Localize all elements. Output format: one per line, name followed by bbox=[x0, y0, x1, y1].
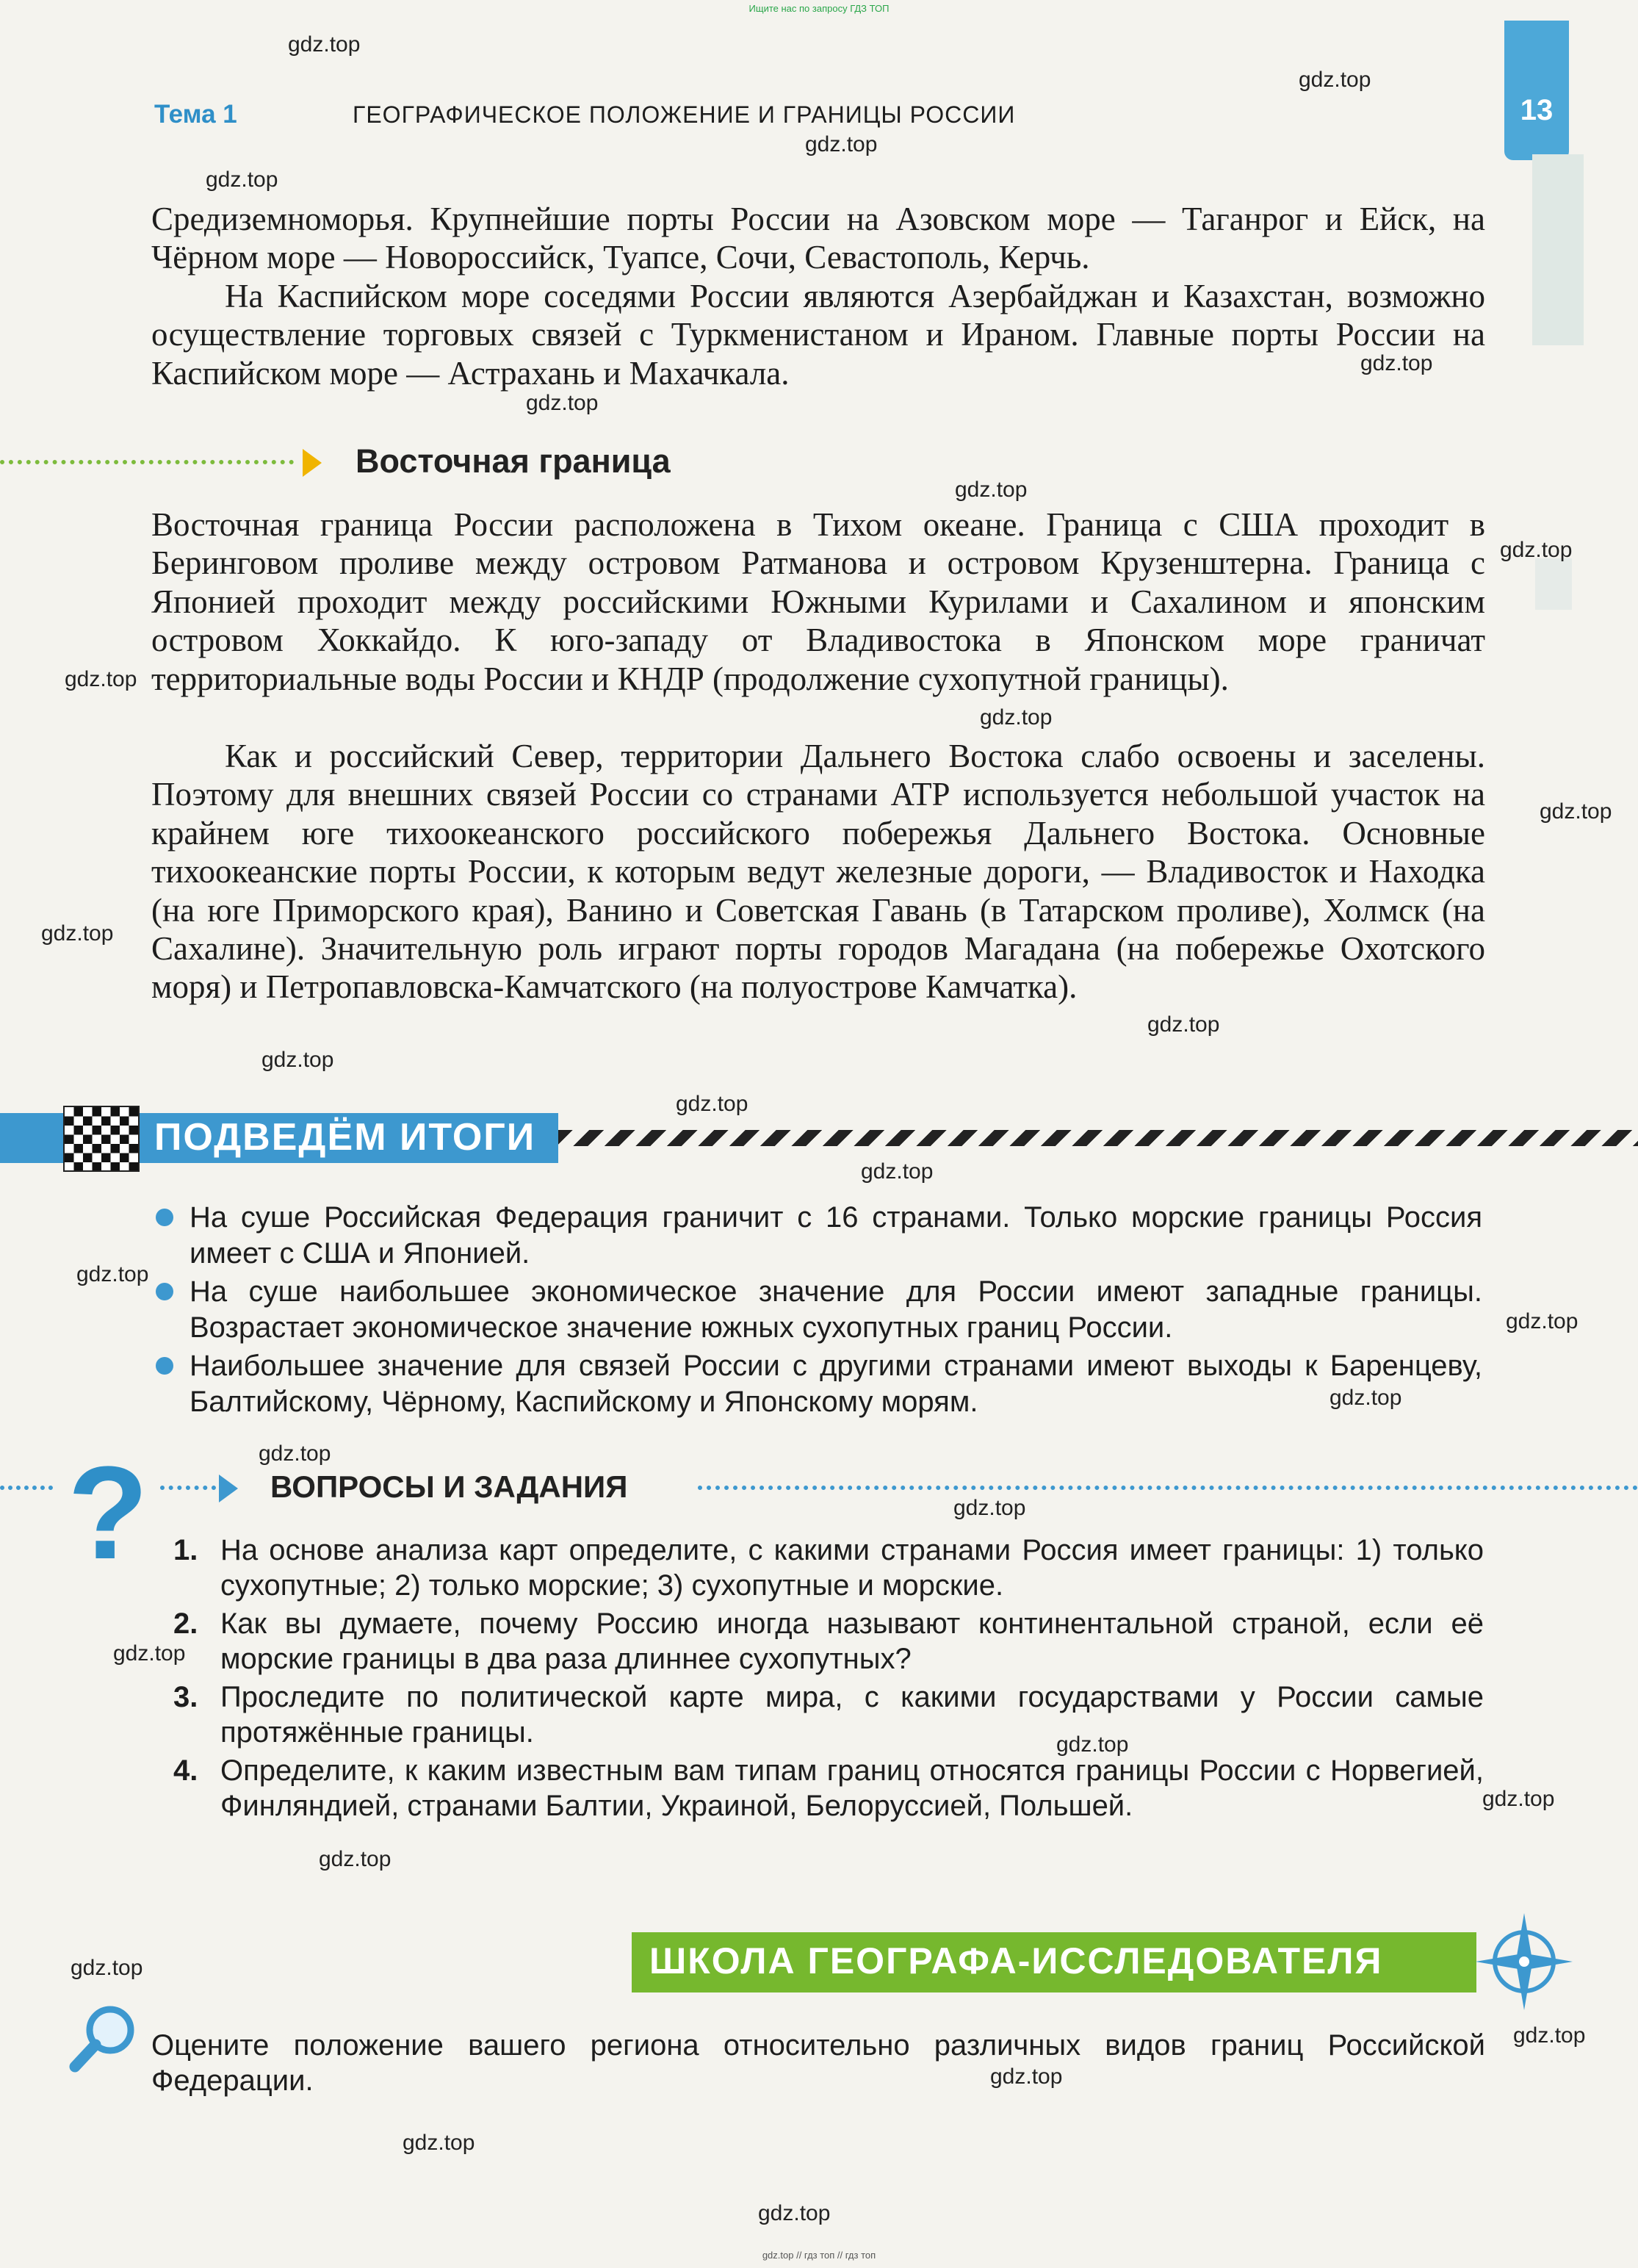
watermark: gdz.top bbox=[1147, 1012, 1220, 1037]
watermark: gdz.top bbox=[758, 2201, 831, 2225]
question-number: 2. bbox=[173, 1608, 198, 1640]
watermark: gdz.top bbox=[1540, 799, 1612, 824]
watermark: gdz.top bbox=[41, 921, 114, 946]
watermark: gdz.top bbox=[1506, 1309, 1579, 1333]
page-number: 13 bbox=[1520, 94, 1554, 126]
compass-icon bbox=[1473, 1910, 1576, 2013]
watermark: gdz.top bbox=[206, 168, 278, 192]
watermark: gdz.top bbox=[76, 1262, 149, 1286]
magnifier-icon bbox=[66, 2002, 140, 2076]
summary-bullet bbox=[190, 1274, 1482, 1346]
watermark: gdz.top bbox=[1482, 1787, 1555, 1811]
paragraph-text: Восточная граница России расположена в Тихом океане. Граница с США проходит в Беринговом проливе между островом Ратманова и островом Крузенштерна. Граница с Японией проходит между российскими Южными Курилами и Сахалином и японским островом Хоккайдо. К юго-западу от Владивостока в Японском море граничат территориальные воды России и КНДР (продолжение сухопутной границы). bbox=[151, 506, 1485, 697]
arrow-right-icon bbox=[303, 449, 322, 477]
section-heading: Восточная граница bbox=[356, 442, 671, 480]
bullet-dot-icon bbox=[156, 1209, 173, 1226]
question-number: 4. bbox=[173, 1754, 198, 1787]
questions-dotted-rule bbox=[698, 1486, 1638, 1490]
bullet-text: На суше наибольшее экономическое значение для России имеют западные границы. Возрастает экономическое значение южных сухопутных границ России. bbox=[190, 1275, 1482, 1344]
bullet-text: На суше Российская Федерация граничит с 16 странами. Только морские границы Россия имеет с США и Японией. bbox=[190, 1201, 1482, 1270]
page-edge-decoration bbox=[1535, 558, 1572, 610]
watermark: gdz.top bbox=[980, 705, 1053, 730]
bullet-dot-icon bbox=[156, 1283, 173, 1300]
page-edge-decoration bbox=[1532, 154, 1584, 345]
question-number: 3. bbox=[173, 1681, 198, 1713]
question-text: На основе анализа карт определите, с какими странами Россия имеет границы: 1) только сухопутные; 2) только морские; 3) сухопутные и морские. bbox=[220, 1534, 1484, 1602]
summary-dashed-rule bbox=[558, 1130, 1638, 1146]
watermark: gdz.top bbox=[403, 2131, 475, 2155]
watermark: gdz.top bbox=[676, 1092, 748, 1116]
watermark: gdz.top bbox=[1299, 68, 1371, 92]
paragraph-text: Как и российский Север, территории Дальнего Востока слабо освоены и заселены. Поэтому для внешних связей России со странами АТР используется небольшой участок на крайнем юге тихоокеанского российского побережья Дальнего Востока. Основные тихоокеанские порты России, к которым ведут железные дороги, — Владивосток и Находка (на юге Приморского края), Ванино и Советская Гавань (в Татарском проливе), Холмск (на Сахалине). Значительную роль играют порты городов Магадана (на побережье Охотского моря) и Петропавловска-Камчатского (на полуострове Камчатка). bbox=[151, 738, 1485, 1006]
watermark: gdz.top bbox=[1056, 1732, 1129, 1757]
watermark: gdz.top bbox=[1329, 1386, 1402, 1410]
page-number-tab bbox=[1504, 21, 1569, 160]
paragraph bbox=[151, 737, 1485, 1007]
watermark: gdz.top bbox=[71, 1956, 143, 1980]
research-task: Оцените положение вашего региона относительно различных видов границ Российской Федерации. bbox=[151, 2029, 1485, 2097]
question-item bbox=[173, 1680, 1484, 1750]
paragraph-text: На Каспийском море соседями России являются Азербайджан и Казахстан, возможно осуществление торговых связей с Туркменистаном и Ираном. Главные порты России на Каспийском море — Астрахань и Махачкала. bbox=[151, 278, 1485, 392]
summary-bullet bbox=[190, 1348, 1482, 1420]
school-heading: ШКОЛА ГЕОГРАФА-ИССЛЕДОВАТЕЛЯ bbox=[649, 1940, 1383, 1981]
footer-links[interactable]: gdz.top // гдз топ // гдз топ bbox=[762, 2250, 876, 2261]
watermark: gdz.top bbox=[805, 132, 878, 156]
summary-heading: ПОДВЕДЁМ ИТОГИ bbox=[154, 1116, 536, 1159]
paragraph bbox=[151, 277, 1485, 392]
question-item bbox=[173, 1753, 1484, 1824]
watermark: gdz.top bbox=[113, 1641, 186, 1666]
watermark: gdz.top bbox=[288, 32, 361, 57]
watermark: gdz.top bbox=[526, 391, 599, 415]
paragraph bbox=[151, 505, 1485, 698]
watermark: gdz.top bbox=[1513, 2023, 1586, 2048]
watermark: gdz.top bbox=[65, 667, 137, 691]
watermark: gdz.top bbox=[861, 1159, 934, 1184]
question-text: Как вы думаете, почему Россию иногда называют континентальной страной, если её морские границы в два раза длиннее сухопутных? bbox=[220, 1608, 1484, 1675]
watermark: gdz.top bbox=[955, 478, 1028, 502]
watermark: gdz.top bbox=[1500, 538, 1573, 562]
questions-heading: ВОПРОСЫ И ЗАДАНИЯ bbox=[270, 1469, 628, 1504]
question-text: Определите, к каким известным вам типам границ относятся границы России с Норвегией, Финляндией, странами Балтии, Украиной, Белоруссией, Польшей. bbox=[220, 1754, 1484, 1822]
question-number: 1. bbox=[173, 1534, 198, 1566]
questions-dotted-rule bbox=[160, 1486, 216, 1490]
checkered-flag-icon bbox=[63, 1106, 140, 1172]
question-item bbox=[173, 1533, 1484, 1603]
summary-bullet bbox=[190, 1200, 1482, 1272]
question-text: Проследите по политической карте мира, с какими государствами у России самые протяжённые границы. bbox=[220, 1681, 1484, 1749]
paragraph-text: Средиземноморья. Крупнейшие порты России на Азовском море — Таганрог и Ейск, на Чёрном море — Новороссийск, Туапсе, Сочи, Севастополь, Керчь. bbox=[151, 201, 1485, 276]
question-item bbox=[173, 1606, 1484, 1677]
bullet-text: Наибольшее значение для связей России с другими странами имеют выходы к Баренцеву, Балтийскому, Чёрному, Каспийскому и Японскому морям. bbox=[190, 1350, 1482, 1418]
bullet-dot-icon bbox=[156, 1357, 173, 1375]
watermark: gdz.top bbox=[1360, 351, 1433, 375]
arrow-right-icon bbox=[219, 1475, 238, 1502]
watermark: gdz.top bbox=[261, 1048, 334, 1072]
watermark: gdz.top bbox=[990, 2064, 1063, 2089]
running-title: ГЕОГРАФИЧЕСКОЕ ПОЛОЖЕНИЕ И ГРАНИЦЫ РОССИИ bbox=[353, 101, 1016, 128]
section-dotted-rule bbox=[0, 460, 294, 464]
watermark: gdz.top bbox=[259, 1441, 331, 1466]
top-note: Ищите нас по запросу ГДЗ ТОП bbox=[748, 3, 890, 14]
paragraph bbox=[151, 200, 1485, 277]
watermark: gdz.top bbox=[953, 1496, 1026, 1520]
question-mark-icon: ? bbox=[68, 1439, 148, 1587]
watermark: gdz.top bbox=[319, 1847, 392, 1871]
topic-label: Тема 1 bbox=[154, 100, 237, 129]
questions-dotted-rule bbox=[0, 1486, 53, 1490]
